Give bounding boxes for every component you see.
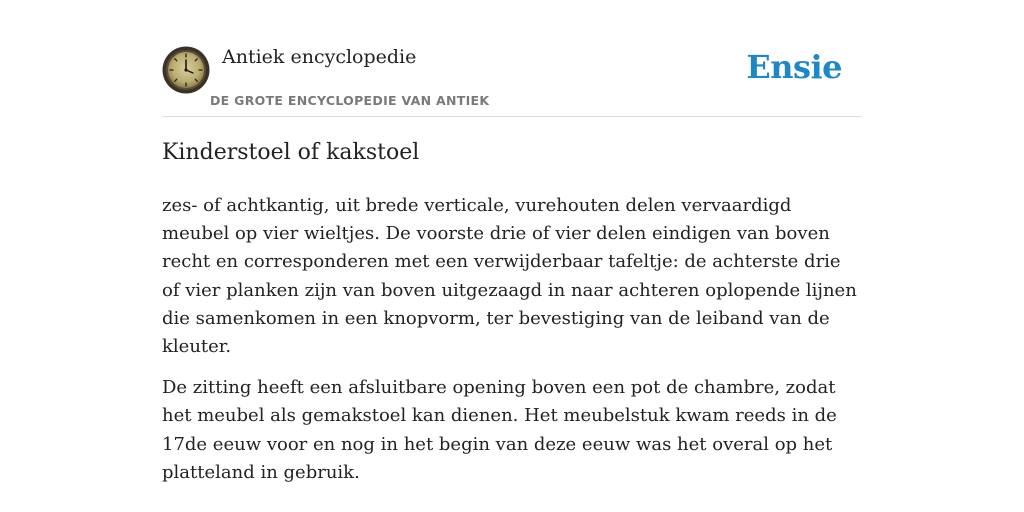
site-subtitle: DE GROTE ENCYCLOPEDIE VAN ANTIEK — [210, 93, 490, 108]
site-header — [162, 0, 862, 117]
article-paragraph: zes- of achtkantig, uit brede verticale, vurehouten delen vervaardigd meubel op vier wieltjes. De voorste drie of vier delen eindigen van boven recht en corresponderen met een verwijderbaar tafeltje: de achterste drie of vier planken zijn van boven uitgezaagd in naar achteren oplopende lijnen die samenkomen in een knopvorm, ter bevestiging van de leiband van de kleuter. — [162, 195, 857, 358]
ensie-logo[interactable]: Ensie — [746, 48, 842, 86]
article-paragraph: De zitting heeft een afsluitbare opening boven een pot de chambre, zodat het meubel als gemakstoel kan dienen. Het meubelstuk kwam reeds in de 17de eeuw voor en nog in het begin van deze eeuw was het overal op het platteland in gebruik. — [162, 377, 837, 483]
antique-clock-icon[interactable] — [162, 46, 210, 94]
page — [162, 0, 862, 512]
article-body — [162, 192, 862, 500]
site-title[interactable]: Antiek encyclopedie — [222, 46, 417, 68]
article-title: Kinderstoel of kakstoel — [162, 140, 420, 165]
